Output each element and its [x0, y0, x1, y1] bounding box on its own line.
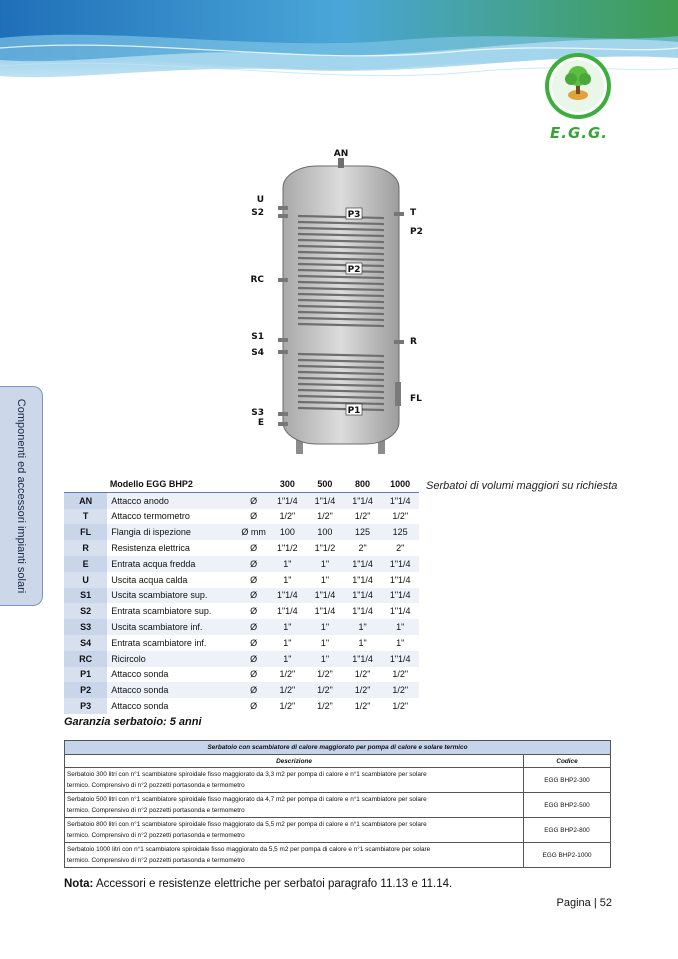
spec-value: 1" — [396, 637, 405, 648]
spec-desc: Uscita acqua calda — [111, 574, 188, 585]
spec-row — [64, 492, 419, 508]
spec-value: 1"1/4 — [381, 556, 419, 572]
spec-col-300: 300 — [269, 476, 307, 492]
product-desc-line: termico. Comprensivo di n°2 pozzetti portasonda e termometro — [67, 857, 245, 864]
spec-value: 1/2" — [392, 511, 409, 522]
spec-unit: Ø — [250, 606, 258, 617]
spec-unit: Ø — [239, 651, 269, 667]
spec-row — [64, 524, 419, 540]
spec-value: 1"1/4 — [314, 606, 336, 617]
product-code: EGG BHP2-300 — [524, 768, 611, 793]
spec-value: 1"1/4 — [381, 492, 419, 508]
spec-desc: Uscita scambiatore inf. — [107, 619, 238, 635]
product-code: EGG BHP2-800 — [524, 818, 611, 843]
diagram-tag-p3: P3 — [347, 210, 361, 220]
spec-value: 1/2" — [317, 701, 333, 712]
spec-unit: Ø — [250, 669, 258, 680]
spec-desc: Entrata scambiatore sup. — [111, 606, 212, 617]
spec-value: 1"1/4 — [381, 651, 419, 667]
anode-port — [338, 158, 344, 168]
spec-value: 1/2" — [317, 669, 333, 680]
diagram-label-u: U — [256, 195, 264, 205]
spec-table-header — [64, 476, 419, 492]
diagram-label-p2: P2 — [410, 227, 423, 237]
spec-value: 1"1/4 — [269, 492, 307, 508]
product-desc-line: termico. Comprensivo di n°2 pozzetti portasonda e termometro — [67, 807, 245, 814]
product-row — [65, 768, 611, 793]
diagram-label-rc: RC — [250, 275, 264, 285]
diagram-tag-p2: P2 — [347, 265, 361, 275]
product-desc-line: Serbatoio 1000 litri con n°1 scambiatore spiroidale fisso maggiorato da 5,5 m2 per pompa di calore e n°1 scambiatore per solare — [67, 846, 431, 853]
note-text: Accessori e resistenze elettriche per serbatoi paragrafo 11.13 e 11.14. — [93, 878, 453, 890]
spec-value: 1" — [306, 556, 344, 572]
spec-value: 1"1/4 — [352, 606, 373, 617]
spec-value: 1/2" — [279, 701, 296, 712]
spec-unit: Ø — [239, 619, 269, 635]
spec-code: R — [64, 540, 107, 556]
diagram-label-fl: FL — [410, 394, 422, 404]
page-label: Pagina — [556, 897, 591, 909]
spec-unit: Ø — [239, 492, 269, 508]
product-code: EGG BHP2-1000 — [524, 843, 611, 868]
spec-value: 1/2" — [392, 669, 409, 680]
spec-code: U — [64, 572, 107, 588]
spec-unit: Ø — [250, 511, 258, 522]
spec-value: 1"1/4 — [269, 588, 307, 604]
spec-value: 1" — [320, 574, 330, 585]
product-row — [65, 843, 611, 868]
diagram-label-s2: S2 — [251, 208, 264, 218]
product-desc-line: Serbatoio 800 litri con n°1 scambiatore spiroidale fisso maggiorato da 5,5 m2 per pompa di calore e n°1 scambiatore per solare — [67, 821, 427, 828]
spec-value: 1/2" — [306, 682, 344, 698]
spec-value: 2" — [396, 543, 405, 554]
spec-desc: Attacco termometro — [111, 511, 190, 522]
spec-value: 1"1/4 — [352, 574, 373, 585]
spec-value: 1"1/4 — [344, 556, 382, 572]
accessories-note — [64, 878, 452, 890]
spec-desc: Resistenza elettrica — [111, 543, 190, 554]
product-row — [65, 818, 611, 843]
spec-value: 1"1/4 — [344, 651, 382, 667]
spec-code: S2 — [64, 603, 107, 619]
spec-value: 1" — [358, 637, 367, 648]
spec-code: S1 — [64, 588, 107, 604]
spec-desc: Attacco sonda — [111, 669, 169, 680]
spec-value: 1"1/4 — [306, 492, 344, 508]
spec-row — [64, 603, 419, 619]
larger-volumes-note: Serbatoi di volumi maggiori su richiesta — [426, 480, 618, 492]
spec-row — [64, 572, 419, 588]
spec-desc: Uscita scambiatore sup. — [107, 588, 238, 604]
spec-value: 1/2" — [381, 682, 419, 698]
spec-value: 1"1/4 — [344, 492, 382, 508]
spec-code: T — [64, 509, 107, 525]
spec-unit: Ø — [239, 682, 269, 698]
diagram-label-r: R — [410, 337, 417, 347]
spec-code: AN — [64, 492, 107, 508]
spec-desc: Attacco sonda — [111, 701, 169, 712]
product-desc-line: Serbatoio 500 litri con n°1 scambiatore spiroidale fisso maggiorato da 4,7 m2 per pompa di calore e n°1 scambiatore per solare — [67, 796, 427, 803]
spec-table-model-header: Modello EGG BHP2 — [64, 476, 239, 492]
warranty-text: Garanzia serbatoio: 5 anni — [64, 716, 202, 728]
inspection-flange — [395, 382, 401, 406]
spec-value: 1/2" — [279, 511, 296, 522]
spec-value: 1"1/4 — [344, 588, 382, 604]
side-section-tab — [0, 386, 43, 606]
spec-value: 1"1/4 — [276, 606, 298, 617]
spec-desc: Ricircolo — [107, 651, 238, 667]
side-section-label: Componenti ed accessori impianti solari — [15, 398, 27, 594]
spec-col-500: 500 — [306, 476, 344, 492]
spec-value: 1" — [344, 619, 382, 635]
spec-row — [64, 635, 419, 651]
diagram-label-s4: S4 — [251, 348, 264, 358]
spec-code: FL — [64, 524, 107, 540]
product-col-description: Descrizione — [65, 755, 524, 768]
spec-value: 1" — [283, 637, 292, 648]
spec-value: 1"1/4 — [306, 588, 344, 604]
spec-value: 125 — [381, 524, 419, 540]
diagram-tag-p1: P1 — [347, 406, 361, 416]
spec-unit: Ø — [250, 701, 258, 712]
spec-unit: Ø — [250, 637, 258, 648]
spec-unit: Ø — [250, 574, 258, 585]
spec-desc: Entrata acqua fredda — [107, 556, 238, 572]
spec-table — [64, 476, 419, 714]
spec-unit: Ø — [239, 556, 269, 572]
spec-row — [64, 682, 419, 698]
spec-code: RC — [64, 651, 107, 667]
spec-code: E — [64, 556, 107, 572]
page-separator: | — [593, 897, 597, 909]
diagram-label-s1: S1 — [251, 332, 264, 342]
spec-row — [64, 556, 419, 572]
spec-value: 1"1/2 — [314, 543, 336, 554]
spec-row — [64, 698, 419, 714]
spec-value: 1" — [381, 619, 419, 635]
spec-value: 1/2" — [269, 682, 307, 698]
diagram-label-an: AN — [333, 149, 349, 159]
spec-row — [64, 540, 419, 556]
spec-code: P2 — [64, 682, 107, 698]
spec-row — [64, 588, 419, 604]
tank-diagram — [240, 148, 440, 466]
spec-value: 1" — [283, 574, 292, 585]
spec-value: 1"1/4 — [381, 588, 419, 604]
spec-value: 1/2" — [354, 669, 371, 680]
spec-unit: Ø mm — [239, 524, 269, 540]
spec-value: 1" — [269, 619, 307, 635]
product-desc-line: termico. Comprensivo di n°2 pozzetti portasonda e termometro — [67, 832, 245, 839]
spec-desc: Attacco anodo — [107, 492, 238, 508]
product-table-title: Serbatoio con scambiatore di calore maggiorato per pompa di calore e solare termico — [65, 741, 611, 755]
spec-unit: Ø — [250, 543, 258, 554]
spec-value: 1" — [320, 637, 330, 648]
spec-value: 1/2" — [317, 511, 333, 522]
product-desc-line: termico. Comprensivo di n°2 pozzetti portasonda e termometro — [67, 782, 245, 789]
spec-value: 1" — [269, 651, 307, 667]
spec-code: S3 — [64, 619, 107, 635]
spec-value: 1" — [306, 651, 344, 667]
diagram-label-t: T — [410, 208, 417, 218]
spec-code: P3 — [64, 698, 107, 714]
spec-value: 100 — [306, 524, 344, 540]
spec-value: 1" — [269, 556, 307, 572]
product-row — [65, 793, 611, 818]
spec-code: P1 — [64, 667, 107, 683]
product-col-code: Codice — [524, 755, 611, 768]
spec-value: 125 — [344, 524, 382, 540]
spec-value: 1/2" — [344, 682, 382, 698]
brand-name: E.G.G. — [550, 124, 608, 142]
spec-value: 2" — [358, 543, 367, 554]
spec-row — [64, 509, 419, 525]
spec-row — [64, 651, 419, 667]
product-table — [64, 740, 611, 868]
spec-desc: Flangia di ispezione — [107, 524, 238, 540]
spec-value: 1"1/4 — [389, 606, 411, 617]
spec-value: 1/2" — [354, 511, 371, 522]
spec-value: 100 — [269, 524, 307, 540]
product-code: EGG BHP2-500 — [524, 793, 611, 818]
spec-unit: Ø — [239, 588, 269, 604]
diagram-label-s3: S3 — [251, 408, 264, 418]
product-desc-line: Serbatoio 300 litri con n°1 scambiatore spiroidale fisso maggiorato da 3,3 m2 per pompa di calore e n°1 scambiatore per solare — [67, 771, 427, 778]
spec-value: 1/2" — [354, 701, 371, 712]
spec-desc: Attacco sonda — [107, 682, 238, 698]
spec-col-800: 800 — [344, 476, 382, 492]
note-label: Nota: — [64, 878, 94, 890]
spec-value: 1/2" — [279, 669, 296, 680]
spec-value: 1"1/2 — [276, 543, 298, 554]
spec-value: 1/2" — [392, 701, 409, 712]
spec-row — [64, 619, 419, 635]
spec-row — [64, 667, 419, 683]
spec-value: 1"1/4 — [389, 574, 411, 585]
spec-desc: Entrata scambiatore inf. — [111, 637, 207, 648]
diagram-label-e: E — [257, 418, 264, 428]
page-number — [557, 897, 613, 909]
spec-value: 1" — [306, 619, 344, 635]
page-number-value: 52 — [599, 897, 612, 909]
spec-code: S4 — [64, 635, 107, 651]
spec-col-1000: 1000 — [381, 476, 419, 492]
